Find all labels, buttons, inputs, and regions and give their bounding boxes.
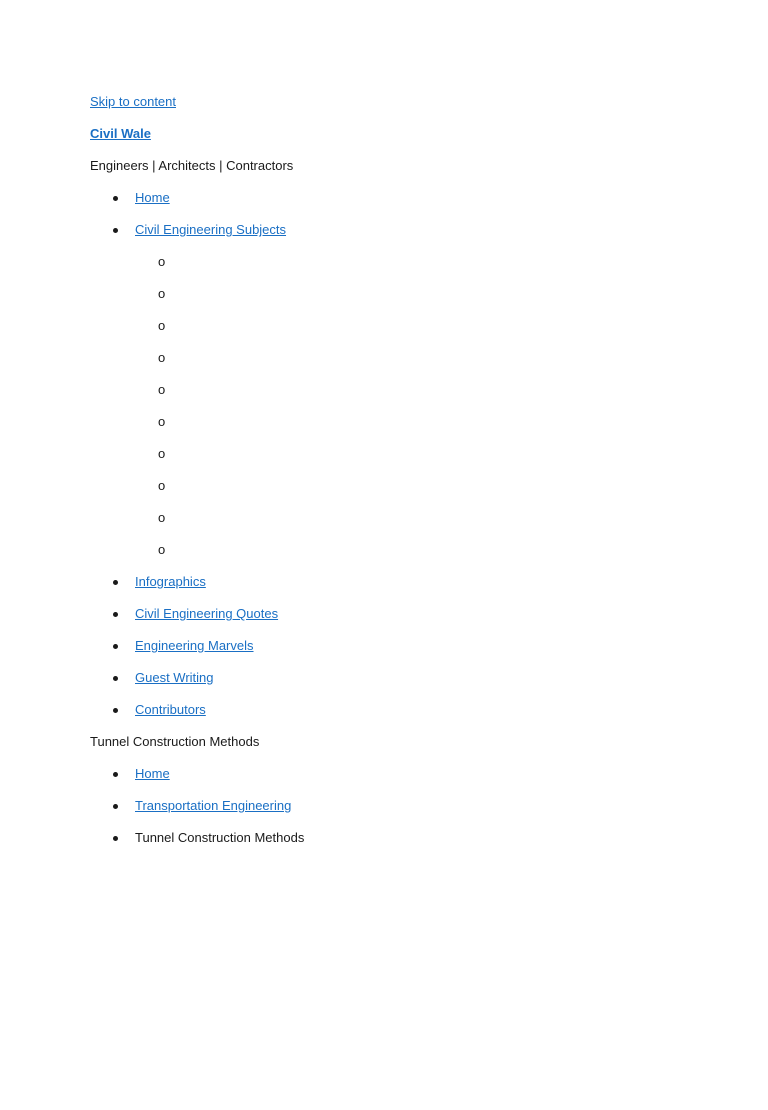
site-tagline: Engineers | Architects | Contractors: [90, 158, 294, 173]
nav-item-guest-writing: [90, 662, 768, 694]
nav-link-home[interactable]: Home: [135, 190, 170, 205]
nav-link-civil-engineering-subjects[interactable]: Civil Engineering Subjects: [135, 222, 287, 237]
submenu-item[interactable]: [90, 438, 768, 470]
submenu-item[interactable]: [90, 502, 768, 534]
breadcrumb-item-current: [90, 822, 768, 854]
submenu-marker: o: [158, 542, 166, 557]
submenu-marker: o: [158, 382, 166, 397]
nav-link-guest-writing[interactable]: Guest Writing: [135, 670, 214, 685]
site-title-row: [90, 118, 768, 150]
nav-link-engineering-marvels[interactable]: Engineering Marvels: [135, 638, 254, 653]
submenu-item[interactable]: [90, 534, 768, 566]
breadcrumb-item-home: [90, 758, 768, 790]
nav-item-engineering-marvels: [90, 630, 768, 662]
nav-item-home: [90, 182, 768, 214]
page-container: [0, 86, 768, 854]
nav-link-civil-engineering-quotes[interactable]: Civil Engineering Quotes: [135, 606, 279, 621]
submenu-item[interactable]: [90, 470, 768, 502]
nav-item-civil-engineering-subjects: [90, 214, 768, 246]
submenu-item[interactable]: [90, 310, 768, 342]
submenu-marker: o: [158, 446, 166, 461]
submenu-marker: o: [158, 414, 166, 429]
page-title: Tunnel Construction Methods: [90, 734, 260, 749]
main-nav: [90, 182, 768, 246]
nav-item-infographics: [90, 566, 768, 598]
submenu-marker: o: [158, 318, 166, 333]
breadcrumb-item-transportation-engineering: [90, 790, 768, 822]
site-title-link[interactable]: Civil Wale: [90, 126, 151, 141]
nav-link-infographics[interactable]: Infographics: [135, 574, 206, 589]
nav-item-contributors: [90, 694, 768, 726]
submenu-marker: o: [158, 350, 166, 365]
submenu-marker: o: [158, 254, 166, 269]
main-nav-continued: [90, 566, 768, 726]
breadcrumb-link-home[interactable]: Home: [135, 766, 170, 781]
nav-link-contributors[interactable]: Contributors: [135, 702, 206, 717]
breadcrumb: [90, 758, 768, 854]
submenu-marker: o: [158, 510, 166, 525]
submenu-item[interactable]: [90, 246, 768, 278]
submenu-item[interactable]: [90, 406, 768, 438]
submenu-item[interactable]: [90, 342, 768, 374]
skip-row: [90, 86, 768, 118]
breadcrumb-link-transportation-engineering[interactable]: Transportation Engineering: [135, 798, 292, 813]
nav-item-civil-engineering-quotes: [90, 598, 768, 630]
submenu-marker: o: [158, 286, 166, 301]
submenu-marker: o: [158, 478, 166, 493]
breadcrumb-current-label: Tunnel Construction Methods: [135, 830, 305, 845]
submenu-item[interactable]: [90, 278, 768, 310]
submenu-civil-engineering-subjects: [90, 246, 768, 566]
submenu-item[interactable]: [90, 374, 768, 406]
skip-to-content-link[interactable]: Skip to content: [90, 94, 176, 109]
